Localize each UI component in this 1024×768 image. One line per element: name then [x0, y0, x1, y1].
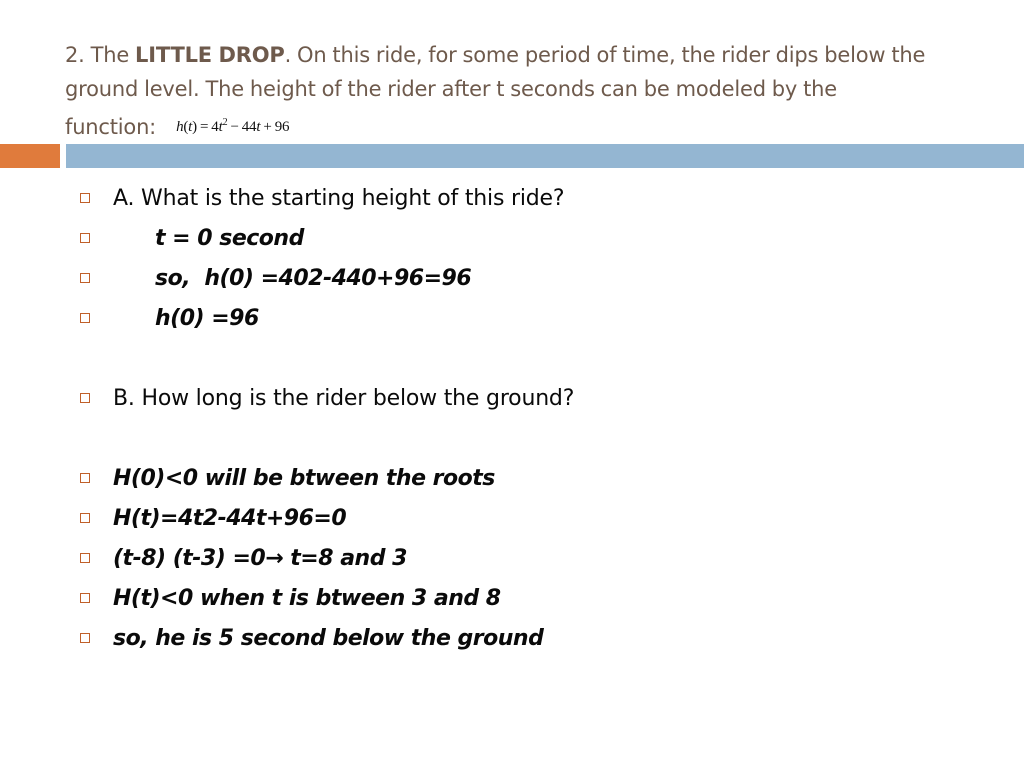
bullet-answer-b-3: [80, 542, 407, 574]
title-prefix: 2. The: [65, 43, 136, 67]
bullet-text: (t-8) (t-3) =0→ t=8 and 3: [113, 545, 407, 571]
bullet-text: t = 0 second: [155, 225, 304, 251]
formula-t1: t: [188, 119, 193, 135]
bullet-text: so, h(0) =402-440+96=96: [155, 265, 472, 291]
formula-eq-four: ) = 4: [192, 119, 219, 135]
title-description: . On this ride, for some period of time, the rider dips below the ground level. The height of the rider after t seconds can be modeled by the function:: [65, 43, 926, 139]
bullet-answer-a-1: [80, 222, 304, 254]
bullet-square-icon: [80, 193, 90, 203]
bullet-text: H(t)=4t2-44t+96=0: [113, 505, 347, 531]
formula-t3: t: [256, 119, 261, 135]
formula-minus-44: − 44: [227, 119, 257, 135]
bullet-square-icon: [80, 473, 90, 483]
bullet-square-icon: [80, 513, 90, 523]
bullet-square-icon: [80, 553, 90, 563]
bullet-question-b: [80, 382, 574, 414]
title-ride-name: LITTLE DROP: [135, 43, 285, 67]
bullet-text: H(t)<0 when t is btween 3 and 8: [113, 585, 501, 611]
slide-title: [65, 38, 955, 144]
formula-t2: t: [218, 119, 223, 135]
bullet-answer-a-3: [80, 302, 259, 334]
bullet-answer-b-2: [80, 502, 346, 534]
height-function-formula: [176, 119, 289, 135]
accent-bar-blue: [66, 144, 1024, 168]
bullet-square-icon: [80, 313, 90, 323]
formula-exponent: 2: [222, 117, 228, 128]
bullet-answer-b-5: [80, 622, 543, 654]
bullet-text: H(0)<0 will be btween the roots: [113, 465, 495, 491]
bullet-text: so, he is 5 second below the ground: [113, 625, 544, 651]
accent-bar-orange: [0, 144, 60, 168]
bullet-answer-b-1: [80, 462, 495, 494]
bullet-text: B. How long is the rider below the ground?: [113, 385, 575, 411]
bullet-square-icon: [80, 273, 90, 283]
bullet-square-icon: [80, 393, 90, 403]
bullet-answer-a-2: [80, 262, 471, 294]
formula-h: h: [176, 119, 184, 135]
bullet-text: A. What is the starting height of this ride?: [113, 185, 565, 211]
bullet-question-a: [80, 182, 564, 214]
bullet-square-icon: [80, 633, 90, 643]
bullet-answer-b-4: [80, 582, 501, 614]
formula-paren-open: (: [183, 119, 189, 135]
bullet-square-icon: [80, 233, 90, 243]
bullet-square-icon: [80, 593, 90, 603]
formula-plus-96: + 96: [260, 119, 290, 135]
bullet-text: h(0) =96: [155, 305, 259, 331]
